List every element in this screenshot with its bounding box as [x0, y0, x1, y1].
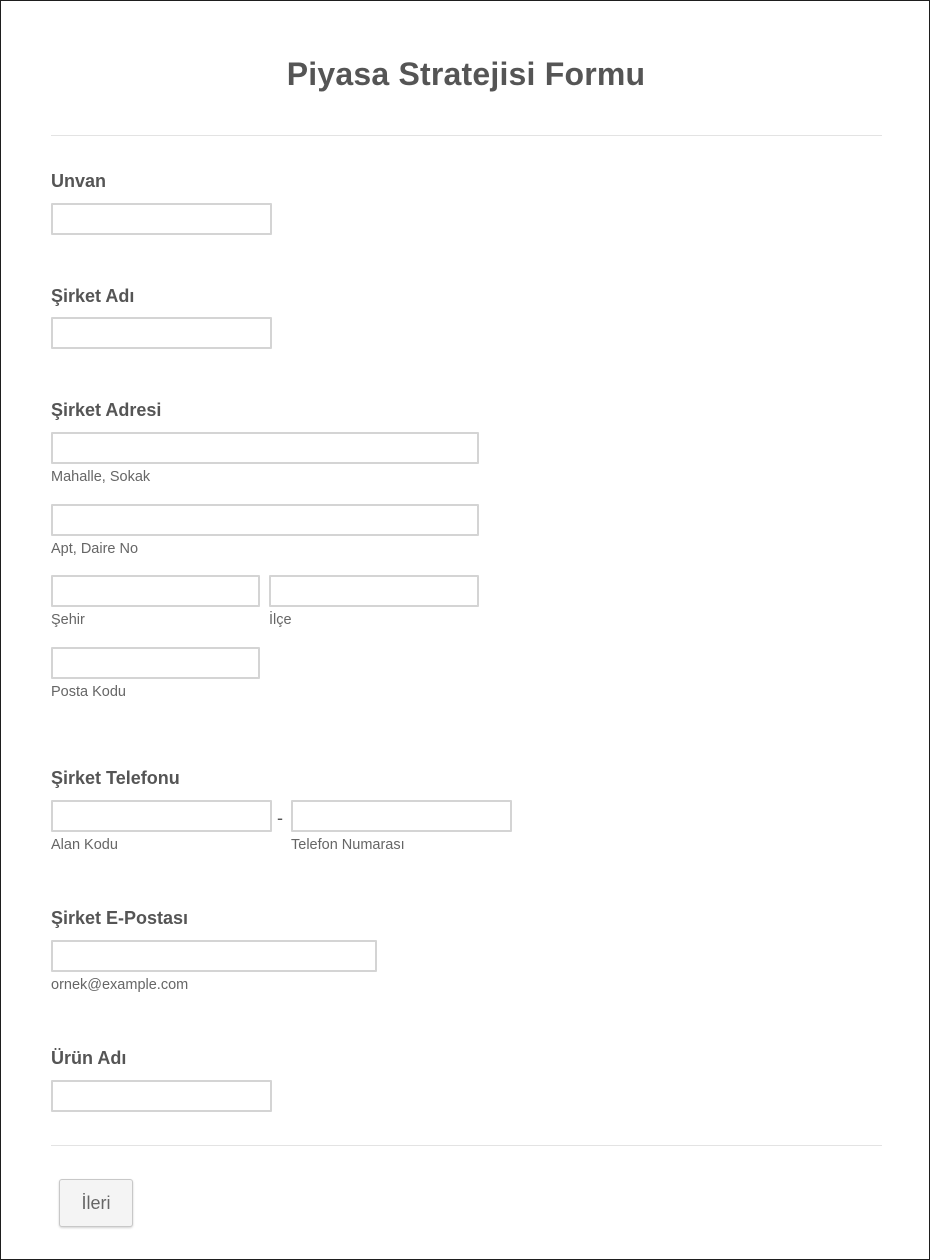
company-name-label: Şirket Adı [51, 286, 135, 306]
street-address-input[interactable] [51, 432, 479, 464]
company-phone-label: Şirket Telefonu [51, 768, 180, 788]
company-email-label: Şirket E-Postası [51, 908, 189, 928]
product-name-input[interactable] [51, 1080, 272, 1112]
apt-address-sublabel: Apt, Daire No [51, 541, 139, 557]
company-address-label: Şirket Adresi [51, 400, 162, 420]
footer-divider [51, 1145, 882, 1146]
phone-number-input[interactable] [291, 800, 512, 832]
form-title: Piyasa Stratejisi Formu [286, 56, 646, 92]
city-input[interactable] [51, 575, 260, 607]
phone-number-sublabel: Telefon Numarası [291, 837, 405, 853]
city-sublabel: Şehir [51, 612, 85, 628]
postal-code-sublabel: Posta Kodu [51, 684, 126, 700]
phone-separator: - [277, 808, 283, 828]
apt-address-input[interactable] [51, 504, 479, 536]
next-button[interactable]: İleri [59, 1179, 133, 1227]
header-divider [51, 135, 882, 136]
postal-code-input[interactable] [51, 647, 260, 679]
unvan-input[interactable] [51, 203, 272, 235]
district-input[interactable] [269, 575, 479, 607]
company-email-sublabel: ornek@example.com [51, 977, 189, 993]
company-email-input[interactable] [51, 940, 377, 972]
product-name-label: Ürün Adı [51, 1048, 127, 1068]
street-address-sublabel: Mahalle, Sokak [51, 469, 151, 485]
company-name-input[interactable] [51, 317, 272, 349]
area-code-input[interactable] [51, 800, 272, 832]
unvan-label: Unvan [51, 171, 107, 191]
district-sublabel: İlçe [269, 612, 292, 628]
area-code-sublabel: Alan Kodu [51, 837, 118, 853]
